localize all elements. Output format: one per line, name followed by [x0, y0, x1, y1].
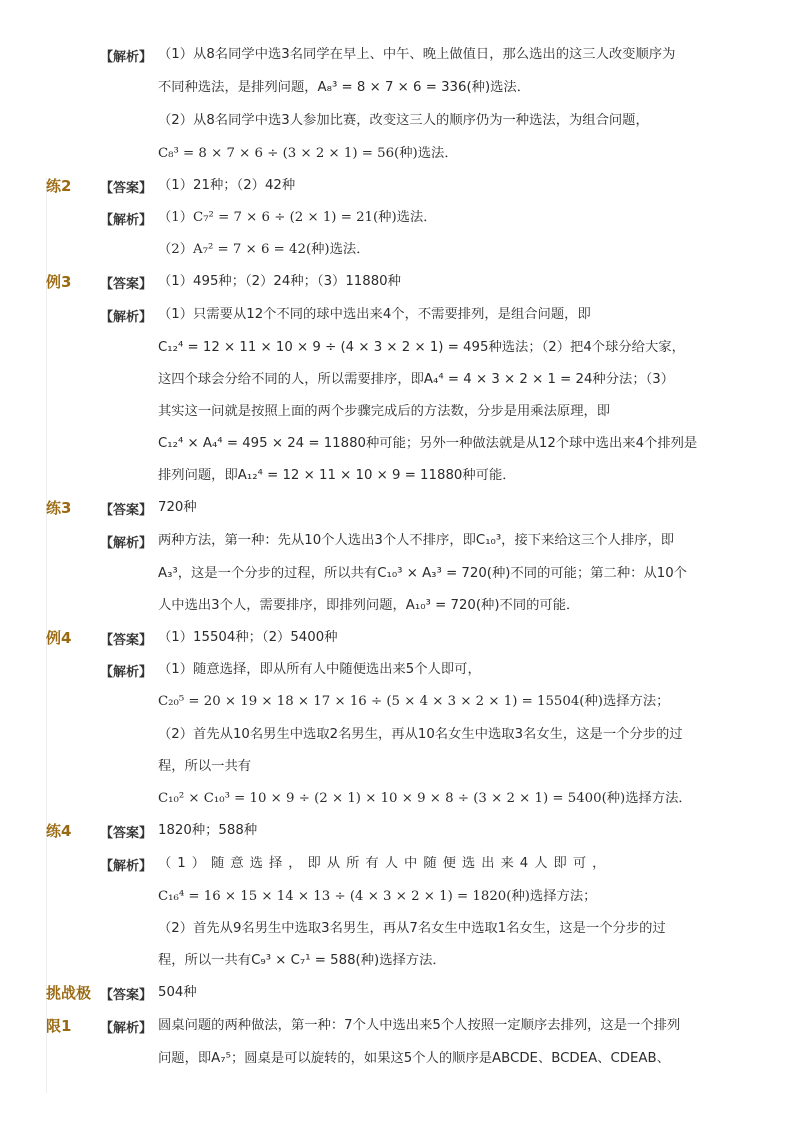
label-answer: 【答案】	[100, 181, 153, 196]
label-answer: 【答案】	[100, 633, 153, 648]
formula-line: C₁₂⁴ = 12 × 11 × 10 × 9 ÷ (4 × 3 × 2 × 1) = 495种选法；（2）把4个球分给大家，	[158, 340, 685, 355]
formula-line: C₈³ = 8 × 7 × 6 ÷ (3 × 2 × 1) = 56(种)选法．	[158, 146, 458, 161]
section-tag: 挑战极	[46, 984, 92, 1002]
label-analysis: 【解析】	[100, 536, 153, 551]
section-tag: 例4	[46, 629, 72, 647]
formula-line: 排列问题，即A₁₂⁴ = 12 × 11 × 10 × 9 = 11880种可能．	[158, 468, 516, 483]
answer-text: 504种	[158, 985, 197, 1000]
text-line: （1）随意选择，即从所有人中随便选出来4人即可，	[158, 856, 612, 871]
formula-line: C₁₂⁴ × A₄⁴ = 495 × 24 = 11880种可能；另外一种做法就是从12个球中选出来4个排列是	[158, 436, 698, 451]
label-answer: 【答案】	[100, 826, 153, 841]
answer-text: （1）21种；（2）42种	[158, 178, 296, 193]
label-analysis: 【解析】	[100, 213, 153, 228]
answer-text: 1820种；588种	[158, 823, 258, 838]
section-tag: 练4	[46, 822, 72, 840]
label-answer: 【答案】	[100, 503, 153, 518]
text-line: （2）从8名同学中选3人参加比赛，改变这三人的顺序仍为一种选法，为组合问题，	[158, 113, 649, 128]
text-line: 程，所以一共有	[158, 759, 252, 774]
label-analysis: 【解析】	[100, 665, 153, 680]
text-line: 这四个球会分给不同的人，所以需要排序，即A₄⁴ = 4 × 3 × 2 × 1 = 24种分法；（3）	[158, 372, 675, 387]
section-tag: 练2	[46, 177, 72, 195]
label-analysis: 【解析】	[100, 859, 153, 874]
text-line: （2）首先从9名男生中选取3名男生，再从7名女生中选取1名女生，这是一个分步的过	[158, 921, 666, 936]
formula-line: C₂₀⁵ = 20 × 19 × 18 × 17 × 16 ÷ (5 × 4 × 3 × 2 × 1) = 15504(种)选择方法；	[158, 694, 670, 709]
text-line: 不同种选法，是排列问题，A₈³ = 8 × 7 × 6 = 336(种)选法．	[158, 80, 531, 95]
text-line: 其实这一问就是按照上面的两个步骤完成后的方法数，分步是用乘法原理，即	[158, 404, 611, 419]
text-line: 两种方法，第一种：先从10个人选出3个人不排序，即C₁₀³，接下来给这三个人排序，即	[158, 533, 675, 548]
label-answer: 【答案】	[100, 988, 153, 1003]
section-tag: 限1	[46, 1017, 72, 1035]
formula-line: C₁₆⁴ = 16 × 15 × 14 × 13 ÷ (4 × 3 × 2 × 1) = 1820(种)选择方法；	[158, 889, 597, 904]
text-line: 程，所以一共有C₉³ × C₇¹ = 588(种)选择方法．	[158, 953, 446, 968]
formula-line: （2）A₇² = 7 × 6 = 42(种)选法．	[158, 242, 370, 257]
answer-text: （1）15504种；（2）5400种	[158, 630, 338, 645]
text-line: （1）随意选择，即从所有人中随便选出来5个人即可，	[158, 662, 481, 677]
answer-text: （1）495种；（2）24种；（3）11880种	[158, 274, 401, 289]
text-line: （2）首先从10名男生中选取2名男生，再从10名女生中选取3名女生，这是一个分步的过	[158, 727, 683, 742]
text-line: 问题，即A₇⁵；圆桌是可以旋转的，如果这5个人的顺序是ABCDE、BCDEA、CDEAB、	[158, 1051, 670, 1066]
label-analysis: 【解析】	[100, 50, 153, 65]
section-tag: 练3	[46, 499, 72, 517]
label-answer: 【答案】	[100, 277, 153, 292]
text-line: 人中选出3个人，需要排序，即排列问题，A₁₀³ = 720(种)不同的可能．	[158, 598, 580, 613]
text-line: （1）只需要从12个不同的球中选出来4个，不需要排列，是组合问题，即	[158, 307, 591, 322]
formula-line: C₁₀² × C₁₀³ = 10 × 9 ÷ (2 × 1) × 10 × 9 × 8 ÷ (3 × 2 × 1) = 5400(种)选择方法．	[158, 791, 692, 806]
label-analysis: 【解析】	[100, 1021, 153, 1036]
section-tag: 例3	[46, 273, 72, 291]
label-analysis: 【解析】	[100, 310, 153, 325]
answer-text: 720种	[158, 500, 197, 515]
text-line: A₃³，这是一个分步的过程，所以共有C₁₀³ × A₃³ = 720(种)不同的可能；第二种：从10个	[158, 566, 687, 581]
text-line: （1）从8名同学中选3名同学在早上、中午、晚上做值日，那么选出的这三人改变顺序为	[158, 47, 676, 62]
formula-line: （1）C₇² = 7 × 6 ÷ (2 × 1) = 21(种)选法．	[158, 210, 437, 225]
text-line: 圆桌问题的两种做法，第一种：7个人中选出来5个人按照一定顺序去排列，这是一个排列	[158, 1018, 681, 1033]
